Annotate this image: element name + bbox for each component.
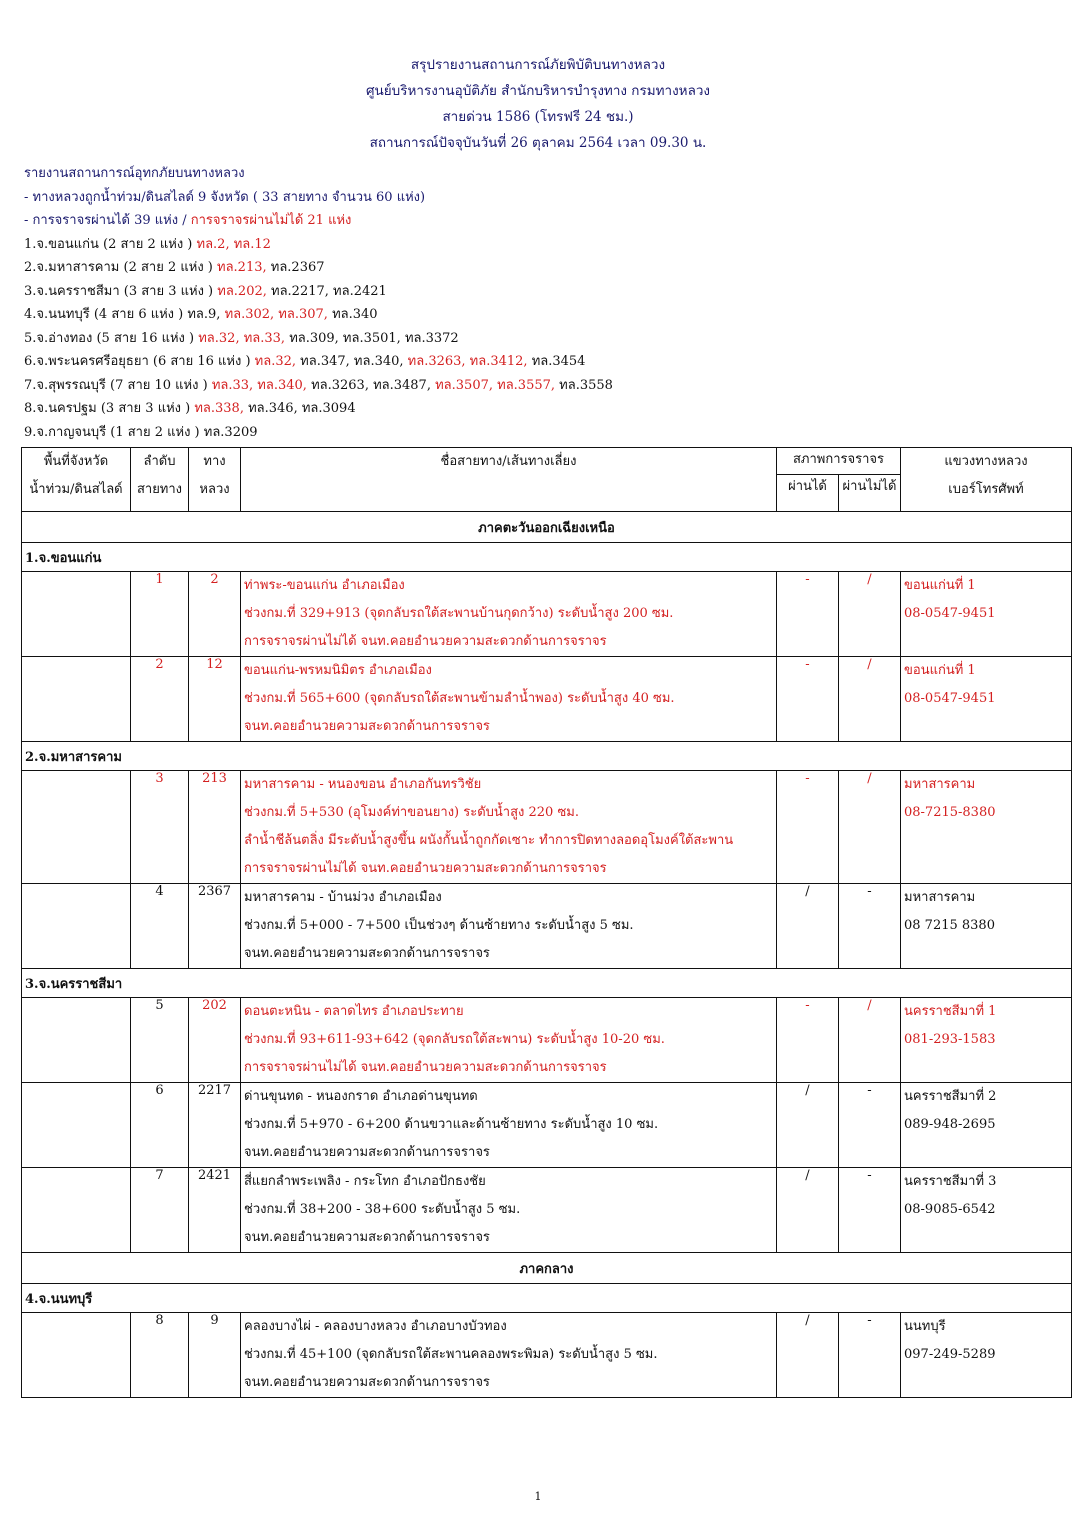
- province-summary-label: 5.จ.อ่างทอง (5 สาย 16 แห่ง ): [24, 330, 199, 346]
- col-office: [901, 448, 1072, 512]
- area-cell: [22, 572, 131, 657]
- pass-cell: -: [777, 998, 839, 1083]
- col-order-line: ลำดับ: [143, 454, 176, 469]
- route-cell: [241, 657, 777, 742]
- route-detail: ช่วงกม.ที่ 5+970 - 6+200 ด้านขวาและด้านซ้ายทาง ระดับน้ำสูง 10 ซม.: [244, 1117, 659, 1132]
- province-label: 4.จ.นนทบุรี: [22, 1284, 1072, 1313]
- province-summary-open: ทล.3558: [559, 377, 613, 393]
- table-row: [22, 657, 1072, 742]
- route-detail: ช่วงกม.ที่ 38+200 - 38+600 ระดับน้ำสูง 5 ซม.: [244, 1202, 521, 1217]
- office-phone: 097-249-5289: [904, 1347, 996, 1362]
- col-area-line: พื้นที่จังหวัด: [43, 454, 109, 469]
- traffic-nopass-count: การจราจรผ่านไม่ได้ 21 แห่ง: [190, 213, 352, 228]
- province-summary-7: [24, 374, 1044, 398]
- province-summary-label: 6.จ.พระนครศรีอยุธยา (6 สาย 16 แห่ง ): [24, 354, 255, 369]
- province-summary-closed: ทล.32,: [254, 354, 301, 369]
- province-summary-4: [24, 303, 1044, 327]
- office-name: นครราชสีมาที่ 2: [904, 1089, 997, 1104]
- office-phone: 089-948-2695: [904, 1117, 996, 1132]
- report-datetime: สถานการณ์ปัจจุบันวันที่ 26 ตุลาคม 2564 เวลา 09.30 น.: [369, 135, 707, 151]
- office-name: นครราชสีมาที่ 3: [904, 1174, 997, 1189]
- office-name: นครราชสีมาที่ 1: [904, 1004, 997, 1019]
- route-note: การจราจรผ่านไม่ได้ จนท.คอยอำนวยความสะดวกด้านการจราจร: [244, 861, 607, 876]
- route-name: ขอนแก่น-พรหมนิมิตร อำเภอเมือง: [244, 663, 432, 678]
- traffic-pass-count: - การจราจรผ่านได้ 39 แห่ง: [24, 213, 179, 228]
- province-summary-label: 3.จ.นครราชสีมา (3 สาย 3 แห่ง ): [24, 283, 218, 299]
- office-phone: 08 7215 8380: [904, 918, 995, 933]
- route-note: จนท.คอยอำนวยความสะดวกด้านการจราจร: [244, 946, 490, 961]
- province-summary-open: ทล.340: [332, 307, 378, 322]
- province-row: [22, 1284, 1072, 1313]
- nopass-cell: /: [839, 572, 901, 657]
- route-cell: [241, 998, 777, 1083]
- area-cell: [22, 1313, 131, 1398]
- route-name: ท่าพระ-ขอนแก่น อำเภอเมือง: [244, 578, 405, 593]
- nopass-cell: -: [839, 1083, 901, 1168]
- table-row: [22, 884, 1072, 969]
- region-row: [22, 1253, 1072, 1284]
- province-summary-closed: ทล.33, ทล.340,: [211, 377, 312, 393]
- route-name: ดอนตะหนิน - ตลาดไทร อำเภอประทาย: [244, 1004, 464, 1019]
- route-name: คลองบางไผ่ - คลองบางหลวง อำเภอบางบัวทอง: [244, 1319, 507, 1334]
- area-cell: [22, 998, 131, 1083]
- col-highway-line: หลวง: [199, 482, 230, 497]
- province-summary-open: ทล.2367: [270, 260, 325, 275]
- office-cell: [901, 884, 1072, 969]
- route-note: จนท.คอยอำนวยความสะดวกด้านการจราจร: [244, 1230, 490, 1245]
- province-summary-3: [24, 280, 1044, 304]
- col-nopass: ผ่านไม่ได้: [839, 475, 901, 512]
- route-note: ลำน้ำชีล้นตลิ่ง มีระดับน้ำสูงขึ้น ผนังกั้นน้ำถูกกัดเซาะ ทำการปิดทางลอดอุโมงค์ใต้สะพาน: [244, 833, 734, 848]
- order-cell: 4: [131, 884, 189, 969]
- flood-status-table: [21, 447, 1072, 1398]
- province-summary-9: [24, 421, 1044, 445]
- col-traffic: สภาพการจราจร: [777, 448, 901, 475]
- region-label: ภาคกลาง: [22, 1253, 1072, 1284]
- province-summary-closed: ทล.338,: [194, 401, 249, 416]
- province-summary-open: ทล.2217, ทล.2421: [271, 283, 387, 299]
- route-cell: [241, 884, 777, 969]
- pass-cell: /: [777, 1168, 839, 1253]
- flood-summary: [24, 162, 1044, 444]
- order-cell: 7: [131, 1168, 189, 1253]
- route-note: จนท.คอยอำนวยความสะดวกด้านการจราจร: [244, 719, 490, 734]
- route-detail: ช่วงกม.ที่ 565+600 (จุดกลับรถใต้สะพานข้ามลำน้ำพอง) ระดับน้ำสูง 40 ซม.: [244, 691, 675, 706]
- province-row: [22, 543, 1072, 572]
- route-detail: ช่วงกม.ที่ 45+100 (จุดกลับรถใต้สะพานคลองพระพิมล) ระดับน้ำสูง 5 ซม.: [244, 1347, 658, 1362]
- col-pass: ผ่านได้: [777, 475, 839, 512]
- province-summary-open: ทล.347, ทล.340,: [300, 354, 408, 369]
- nopass-cell: /: [839, 657, 901, 742]
- region-label: ภาคตะวันออกเฉียงเหนือ: [22, 512, 1072, 543]
- province-label: 1.จ.ขอนแก่น: [22, 543, 1072, 572]
- highway-cell: 2217: [189, 1083, 241, 1168]
- report-agency: ศูนย์บริหารงานอุบัติภัย สำนักบริหารบำรุงทาง กรมทางหลวง: [365, 83, 711, 99]
- province-summary-open: ทล.309, ทล.3501, ทล.3372: [289, 330, 459, 346]
- route-cell: [241, 1083, 777, 1168]
- nopass-cell: -: [839, 1168, 901, 1253]
- col-route: ชื่อสายทาง/เส้นทางเลี่ยง: [241, 448, 777, 512]
- order-cell: 3: [131, 771, 189, 884]
- table-row: [22, 1083, 1072, 1168]
- nopass-cell: /: [839, 998, 901, 1083]
- province-summary-label: 8.จ.นครปฐม (3 สาย 3 แห่ง ): [24, 401, 195, 416]
- summary-traffic: [24, 209, 1044, 233]
- province-summary-5: [24, 327, 1044, 351]
- pass-cell: /: [777, 884, 839, 969]
- summary-title: รายงานสถานการณ์อุทกภัยบนทางหลวง: [24, 166, 245, 181]
- province-summary-label: 4.จ.นนทบุรี (4 สาย 6 แห่ง ) ทล.9,: [24, 307, 225, 322]
- traffic-separator: /: [178, 213, 191, 228]
- office-cell: [901, 572, 1072, 657]
- province-summary-label: 7.จ.สุพรรณบุรี (7 สาย 10 แห่ง ): [24, 377, 212, 393]
- office-name: นนทบุรี: [904, 1319, 946, 1334]
- province-row: [22, 969, 1072, 998]
- office-cell: [901, 771, 1072, 884]
- pass-cell: -: [777, 657, 839, 742]
- route-cell: [241, 572, 777, 657]
- pass-cell: -: [777, 572, 839, 657]
- office-phone: 08-7215-8380: [904, 805, 996, 820]
- highway-cell: 2: [189, 572, 241, 657]
- province-summary-2: [24, 256, 1044, 280]
- province-label: 3.จ.นครราชสีมา: [22, 969, 1072, 998]
- highway-cell: 2421: [189, 1168, 241, 1253]
- nopass-cell: /: [839, 771, 901, 884]
- province-summary-1: [24, 233, 1044, 257]
- route-name: มหาสารคาม - บ้านม่วง อำเภอเมือง: [244, 890, 442, 905]
- province-summary-closed: ทล.32, ทล.33,: [198, 330, 290, 346]
- province-summary-6: [24, 350, 1044, 374]
- province-summary-label: 2.จ.มหาสารคาม (2 สาย 2 แห่ง ): [24, 260, 218, 275]
- office-name: ขอนแก่นที่ 1: [904, 663, 976, 678]
- col-area: [22, 448, 131, 512]
- order-cell: 5: [131, 998, 189, 1083]
- office-name: ขอนแก่นที่ 1: [904, 578, 976, 593]
- table-row: [22, 572, 1072, 657]
- order-cell: 6: [131, 1083, 189, 1168]
- col-area-line: น้ำท่วม/ดินสไลด์: [29, 482, 123, 497]
- route-detail: ช่วงกม.ที่ 93+611-93+642 (จุดกลับรถใต้สะพาน) ระดับน้ำสูง 10-20 ซม.: [244, 1032, 665, 1047]
- order-cell: 2: [131, 657, 189, 742]
- table-header-row: [22, 448, 1072, 475]
- page-number: 1: [534, 1490, 542, 1503]
- nopass-cell: -: [839, 884, 901, 969]
- col-order-line: สายทาง: [136, 482, 183, 497]
- area-cell: [22, 884, 131, 969]
- route-note: การจราจรผ่านไม่ได้ จนท.คอยอำนวยความสะดวกด้านการจราจร: [244, 634, 607, 649]
- route-cell: [241, 1313, 777, 1398]
- hotline: สายด่วน 1586 (โทรฟรี 24 ชม.): [442, 109, 634, 125]
- highway-cell: 9: [189, 1313, 241, 1398]
- table-row: [22, 998, 1072, 1083]
- route-note: จนท.คอยอำนวยความสะดวกด้านการจราจร: [244, 1145, 490, 1160]
- order-cell: 1: [131, 572, 189, 657]
- office-cell: [901, 998, 1072, 1083]
- table-row: [22, 1168, 1072, 1253]
- report-header: [0, 52, 1076, 156]
- province-summary-label: 9.จ.กาญจนบุรี (1 สาย 2 แห่ง ) ทล.3209: [24, 424, 258, 440]
- route-detail: ช่วงกม.ที่ 5+530 (อุโมงค์ท่าขอนยาง) ระดับน้ำสูง 220 ซม.: [244, 805, 579, 820]
- col-highway-line: ทาง: [203, 454, 226, 469]
- route-name: มหาสารคาม - หนองขอน อำเภอกันทรวิชัย: [244, 777, 482, 792]
- office-name: มหาสารคาม: [904, 890, 976, 905]
- office-cell: [901, 657, 1072, 742]
- office-name: มหาสารคาม: [904, 777, 976, 792]
- province-summary-closed: ทล.3263, ทล.3412,: [407, 354, 532, 369]
- order-cell: 8: [131, 1313, 189, 1398]
- province-summary-open: ทล.3454: [531, 354, 586, 369]
- highway-cell: 2367: [189, 884, 241, 969]
- area-cell: [22, 1083, 131, 1168]
- col-office-line: เบอร์โทรศัพท์: [948, 482, 1024, 497]
- col-order: [131, 448, 189, 512]
- province-summary-closed: ทล.2, ทล.12: [196, 236, 271, 252]
- route-note: จนท.คอยอำนวยความสะดวกด้านการจราจร: [244, 1375, 490, 1390]
- province-summary-open: ทล.346, ทล.3094: [248, 401, 356, 416]
- province-row: [22, 742, 1072, 771]
- office-phone: 08-0547-9451: [904, 691, 996, 706]
- office-phone: 081-293-1583: [904, 1032, 996, 1047]
- table-row: [22, 771, 1072, 884]
- province-summary-label: 1.จ.ขอนแก่น (2 สาย 2 แห่ง ): [24, 236, 197, 252]
- summary-affected: - ทางหลวงถูกน้ำท่วม/ดินสไลด์ 9 จังหวัด ( 33 สายทาง จำนวน 60 แห่ง): [24, 189, 426, 205]
- office-cell: [901, 1168, 1072, 1253]
- route-note: การจราจรผ่านไม่ได้ จนท.คอยอำนวยความสะดวกด้านการจราจร: [244, 1060, 607, 1075]
- province-summary-closed: ทล.302, ทล.307,: [224, 307, 333, 322]
- highway-cell: 202: [189, 998, 241, 1083]
- pass-cell: /: [777, 1313, 839, 1398]
- table-row: [22, 1313, 1072, 1398]
- area-cell: [22, 657, 131, 742]
- pass-cell: /: [777, 1083, 839, 1168]
- route-cell: [241, 771, 777, 884]
- nopass-cell: -: [839, 1313, 901, 1398]
- col-office-line: แขวงทางหลวง: [944, 454, 1028, 469]
- office-phone: 08-0547-9451: [904, 606, 996, 621]
- province-summary-closed: ทล.202,: [217, 283, 272, 299]
- route-detail: ช่วงกม.ที่ 5+000 - 7+500 เป็นช่วงๆ ด้านซ้ายทาง ระดับน้ำสูง 5 ซม.: [244, 918, 634, 933]
- route-cell: [241, 1168, 777, 1253]
- province-summary-closed: ทล.213,: [217, 260, 271, 275]
- province-summary-closed: ทล.3507, ทล.3557,: [435, 377, 560, 393]
- report-title: สรุปรายงานสถานการณ์ภัยพิบัติบนทางหลวง: [410, 57, 666, 73]
- route-detail: ช่วงกม.ที่ 329+913 (จุดกลับรถใต้สะพานบ้านกุดกว้าง) ระดับน้ำสูง 200 ซม.: [244, 606, 674, 621]
- col-highway: [189, 448, 241, 512]
- highway-cell: 12: [189, 657, 241, 742]
- route-name: สี่แยกลำพระเพลิง - กระโทก อำเภอปักธงชัย: [244, 1174, 486, 1189]
- office-phone: 08-9085-6542: [904, 1202, 996, 1217]
- region-row: [22, 512, 1072, 543]
- province-label: 2.จ.มหาสารคาม: [22, 742, 1072, 771]
- office-cell: [901, 1313, 1072, 1398]
- pass-cell: -: [777, 771, 839, 884]
- highway-cell: 213: [189, 771, 241, 884]
- province-summary-open: ทล.3263, ทล.3487,: [311, 377, 436, 393]
- area-cell: [22, 771, 131, 884]
- office-cell: [901, 1083, 1072, 1168]
- route-name: ด่านขุนทด - หนองกราด อำเภอด่านขุนทด: [244, 1089, 478, 1104]
- province-summary-8: [24, 397, 1044, 421]
- area-cell: [22, 1168, 131, 1253]
